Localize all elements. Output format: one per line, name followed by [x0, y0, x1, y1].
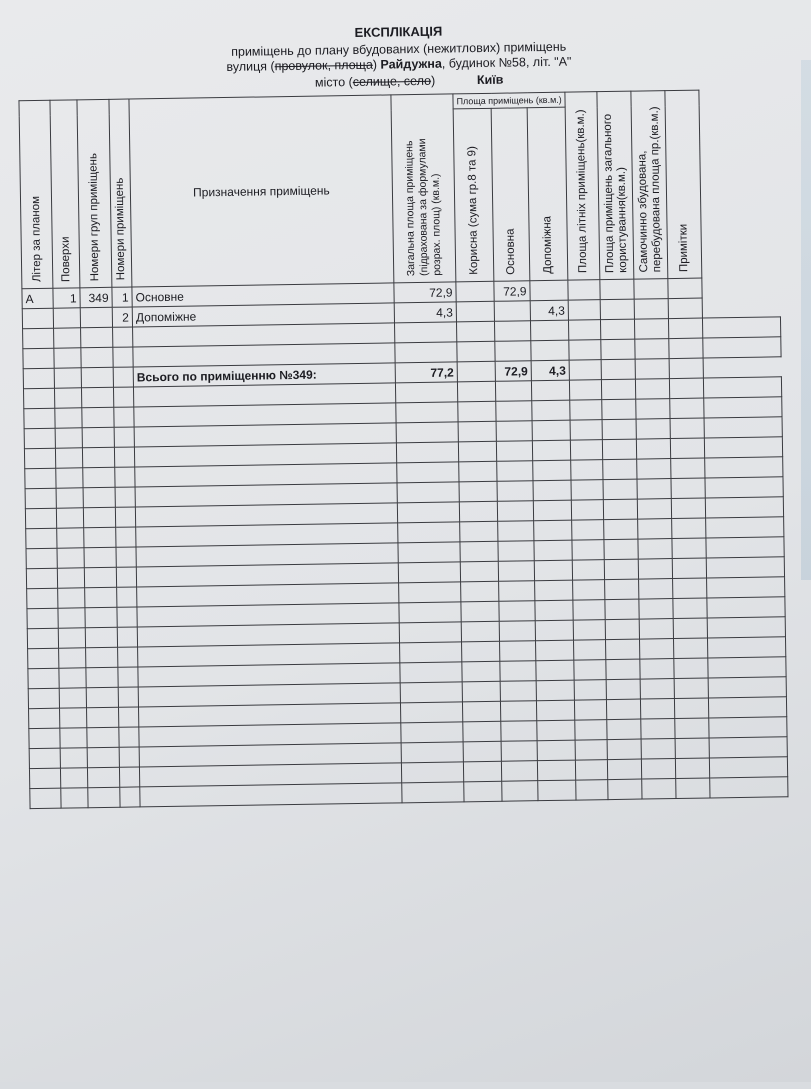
street-prefix: вулиця ( — [226, 59, 275, 74]
cell-dopomizhna: 4,3 — [530, 300, 568, 321]
cell-grupa: 349 — [80, 287, 112, 308]
total-zagalna: 77,2 — [395, 362, 457, 383]
cell-zagalna: 4,3 — [394, 302, 456, 323]
cell-grupa — [80, 307, 112, 328]
col-dopomizhna: Допоміжна — [527, 107, 568, 281]
explication-table — [18, 88, 788, 809]
col-litni: Площа літніх приміщень(кв.м.) — [565, 92, 600, 280]
col-osnovna: Основна — [491, 108, 530, 282]
col-grupy: Номери груп приміщень — [77, 99, 112, 287]
table-header-row — [19, 89, 777, 116]
city-close: ) — [430, 73, 436, 88]
col-group-area: Площа приміщень (кв.м.) — [453, 92, 565, 109]
address-city-line — [269, 72, 549, 90]
col-pryznachennia: Призначення приміщень — [129, 95, 394, 287]
street-name: Райдужна — [380, 56, 442, 72]
col-korysna: Корисна (сума гр.8 та 9) — [453, 108, 494, 282]
street-close: ) — [372, 57, 381, 72]
col-litera: Літер за планом — [19, 100, 53, 288]
cell-nomer: 2 — [112, 307, 132, 327]
empty-rows — [23, 377, 788, 809]
col-zagalnogo: Площа приміщень загального користування(кв.м.) — [597, 91, 634, 280]
cell-korysna — [456, 301, 494, 322]
col-prymitky: Примітки — [665, 90, 702, 279]
cell-poverkh — [53, 308, 80, 328]
total-osnovna: 72,9 — [495, 361, 531, 382]
cell-litera: А — [22, 288, 53, 308]
cell-pryznachennia: Допоміжне — [132, 303, 394, 327]
total-dopomizhna: 4,3 — [531, 360, 569, 381]
cell-poverkh: 1 — [53, 288, 80, 308]
street-struck-options: провулок, площа — [274, 57, 373, 74]
total-label: Всього по приміщенню №349: — [133, 363, 395, 387]
cell-pryznachennia: Основне — [132, 283, 394, 307]
document-title: ЕКСПЛІКАЦІЯ — [354, 23, 443, 40]
col-nomery: Номери приміщень — [109, 99, 132, 287]
document-subtitle: приміщень до плану вбудованих (нежитлових) приміщень — [231, 39, 567, 59]
col-samochynno: Самочинно збудована, перебудована площа пр.(кв.м.) — [631, 91, 668, 280]
cell-nomer: 1 — [112, 287, 132, 307]
col-zagalna: Загальна площа приміщень (підрахована за формулами розрах. площ) (кв.м.) — [391, 94, 456, 283]
city-name: Київ — [476, 72, 504, 88]
city-prefix: місто ( — [314, 75, 353, 90]
col-poverkhy: Поверхи — [50, 100, 80, 288]
cell-osnovna — [494, 301, 530, 322]
building-info: , будинок №58, літ. "А" — [441, 54, 572, 71]
cell-korysna — [456, 281, 494, 302]
cell-litera — [22, 308, 53, 328]
cell-zagalna: 72,9 — [394, 282, 456, 303]
city-struck-options: селище, село — [352, 73, 432, 90]
cell-dopomizhna — [530, 280, 568, 301]
cell-osnovna: 72,9 — [494, 281, 530, 302]
